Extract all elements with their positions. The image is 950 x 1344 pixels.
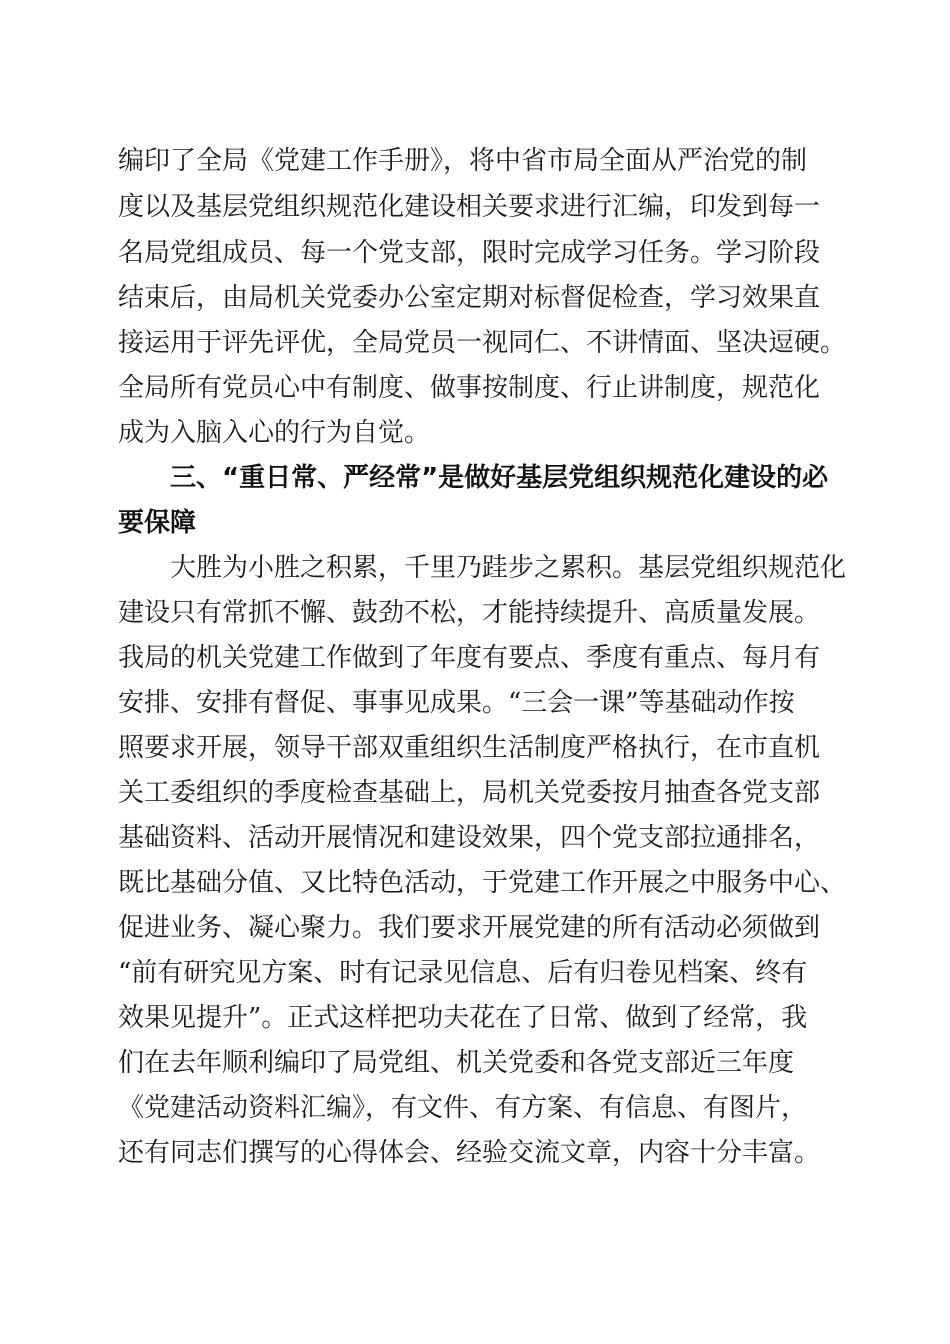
text-line: 建设只有常抓不懈、鼓劲不松，才能持续提升、高质量发展。 [118, 598, 821, 628]
heading-line: 要保障 [118, 508, 197, 538]
text-line: 大胜为小胜之积累，千里乃跬步之累积。基层党组织规范化 [170, 553, 847, 583]
text-line: 们在去年顺利编印了局党组、机关党委和各党支部近三年度 [118, 1048, 795, 1078]
text-line: 结束后，由局机关党委办公室定期对标督促检查，学习效果直 [118, 283, 821, 313]
text-line: 安排、安排有督促、事事见成果。“三会一课”等基础动作按 [118, 688, 795, 718]
text-line: 还有同志们撰写的心得体会、经验交流文章，内容十分丰富。 [118, 1138, 821, 1168]
text-line: 成为入脑入心的行为自觉。 [118, 418, 431, 448]
text-line: 既比基础分值、又比特色活动，于党建工作开展之中服务中心、 [118, 868, 847, 898]
text-line: 接运用于评先评优，全局党员一视同仁、不讲情面、坚决逗硬。 [118, 328, 847, 358]
text-line: 名局党组成员、每一个党支部，限时完成学习任务。学习阶段 [118, 238, 821, 268]
text-line: 关工委组织的季度检查基础上，局机关党委按月抽查各党支部 [118, 778, 821, 808]
text-line: 效果见提升”。正式这样把功夫花在了日常、做到了经常，我 [118, 1003, 808, 1033]
text-line: 基础资料、活动开展情况和建设效果，四个党支部拉通排名， [118, 823, 821, 853]
text-line: 《党建活动资料汇编》，有文件、有方案、有信息、有图片， [118, 1093, 808, 1123]
heading-line: 三、“重日常、严经常”是做好基层党组织规范化建设的必 [170, 463, 829, 493]
text-line: 全局所有党员心中有制度、做事按制度、行止讲制度，规范化 [118, 373, 821, 403]
text-line: “前有研究见方案、时有记录见信息、后有归卷见档案、终有 [118, 958, 808, 988]
text-line: 编印了全局《党建工作手册》，将中省市局全面从严治党的制 [118, 146, 808, 176]
text-line: 度以及基层党组织规范化建设相关要求进行汇编，印发到每一 [118, 192, 821, 222]
text-line: 促进业务、凝心聚力。我们要求开展党建的所有活动必须做到 [118, 913, 821, 943]
text-line: 照要求开展，领导干部双重组织生活制度严格执行，在市直机 [118, 733, 821, 763]
text-line: 我局的机关党建工作做到了年度有要点、季度有重点、每月有 [118, 643, 821, 673]
